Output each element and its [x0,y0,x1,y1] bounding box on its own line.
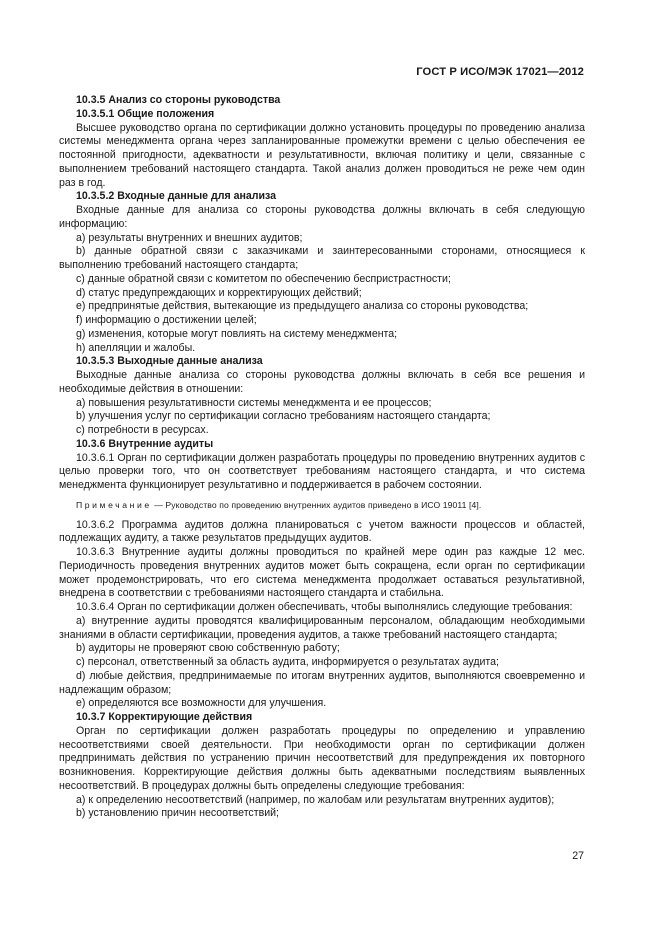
list-item: a) внутренние аудиты проводятся квалифицированным персоналом, обладающим необходимыми знаниями в области сертификации, проведения аудитов, а также требований настоящего стандарта; [59,614,585,641]
paragraph: Высшее руководство органа по сертификации должно установить процедуры по проведению анализа системы менеджмента органа через запланированные промежутки времени с целью обеспечения ее постоянной пригодности, адекватности и результативности, включая политику и цели, связанные с выполнением требований настоящего стандарта. Такой анализ должен проводиться не реже чем один раз в год. [59,121,585,189]
paragraph: Входные данные для анализа со стороны руководства должны включать в себя следующую информацию: [59,204,585,230]
paragraph: 10.3.6.2 Программа аудитов должна планироваться с учетом важности процессов и областей, подлежащих аудиту, а также результатов предыдущих аудитов. [59,518,585,545]
list-item: a) повышения результативности системы менеджмента и ее процессов; [76,396,432,409]
list-item: b) установлению причин несоответствий; [76,807,279,820]
paragraph: Орган по сертификации должен разработать процедуры по определению и управлению несоответствиями своей деятельности. При необходимости орган по сертификации должен предпринимать действия по устранению причин несоответствий для предупреждения их повторного возникновения. Корректирующие действия должны быть адекватными последствиям выявленных несоответствий. В процедурах должны быть определены следующие требования: [59,724,585,792]
list-item: c) персонал, ответственный за область аудита, информируется о результатах аудита; [76,656,499,668]
paragraph: 10.3.6.3 Внутренние аудиты должны проводиться по крайней мере один раз каждые 12 мес. Периодичность проведения внутренних аудитов может быть сокращена, если орган по сертификации может продемонстрировать, что его система менеджмента продолжает оставаться результативной, внедрена в соответствии с требованиями настоящего стандарта и стабильна. [59,546,585,600]
list-item: a) к определению несоответствий (например, по жалобам или результатам внутренних аудитов); [76,793,555,806]
paragraph: 10.3.6.4 Орган по сертификации должен обеспечивать, чтобы выполнялись следующие требования: [76,601,573,613]
list-item: e) определяются все возможности для улучшения. [76,697,327,710]
note-label: Примечание [76,499,152,510]
page-number: 27 [572,850,584,862]
note [59,499,585,513]
section-heading: 10.3.5.1 Общие положения [76,107,215,120]
list-item: a) результаты внутренних и внешних аудитов; [76,231,303,244]
list-item: e) предпринятые действия, вытекающие из предыдущего анализа со стороны руководства; [76,300,529,313]
list-item: g) изменения, которые могут повлиять на систему менеджмента; [76,327,398,340]
list-item: d) статус предупреждающих и корректирующих действий; [76,286,362,299]
paragraph: 10.3.6.1 Орган по сертификации должен разработать процедуры по проведению внутренних аудитов с целью проверки того, что он соответствует требованиям настоящего стандарта, и что система менеджмента функционирует результативно и поддерживается в рабочем состоянии. [59,451,585,491]
list-item: f) информацию о достижении целей; [76,314,257,326]
document-body [59,94,585,821]
note-text: — Руководство по проведению внутренних аудитов приведено в ИСО 19011 [4]. [151,499,482,510]
list-item: b) аудиторы не проверяют свою собственную работу; [76,642,340,655]
section-heading: 10.3.7 Корректирующие действия [76,711,253,723]
list-item: b) улучшения услуг по сертификации согласно требованиям настоящего стандарта; [76,410,491,423]
paragraph: Выходные данные анализа со стороны руководства должны включать в себя все решения и необходимые действия в отношении: [59,369,585,395]
section-heading: 10.3.5.2 Входные данные для анализа [76,190,277,203]
section-heading: 10.3.6 Внутренние аудиты [76,437,214,450]
section-heading: 10.3.5 Анализ со стороны руководства [76,94,281,106]
list-item: b) данные обратной связи с заказчиками и заинтересованными сторонами, относящиеся к выполнению требований настоящего стандарта; [59,245,585,271]
section-heading: 10.3.5.3 Выходные данные анализа [76,355,263,368]
running-header: ГОСТ Р ИСО/МЭК 17021—2012 [416,66,584,78]
list-item: h) апелляции и жалобы. [76,341,196,354]
list-item: c) потребности в ресурсах. [76,424,209,436]
list-item: c) данные обратной связи с комитетом по обеспечению беспристрастности; [76,272,451,285]
list-item: d) любые действия, предпринимаемые по итогам внутренних аудитов, выполняются своевременно и надлежащим образом; [59,669,585,696]
